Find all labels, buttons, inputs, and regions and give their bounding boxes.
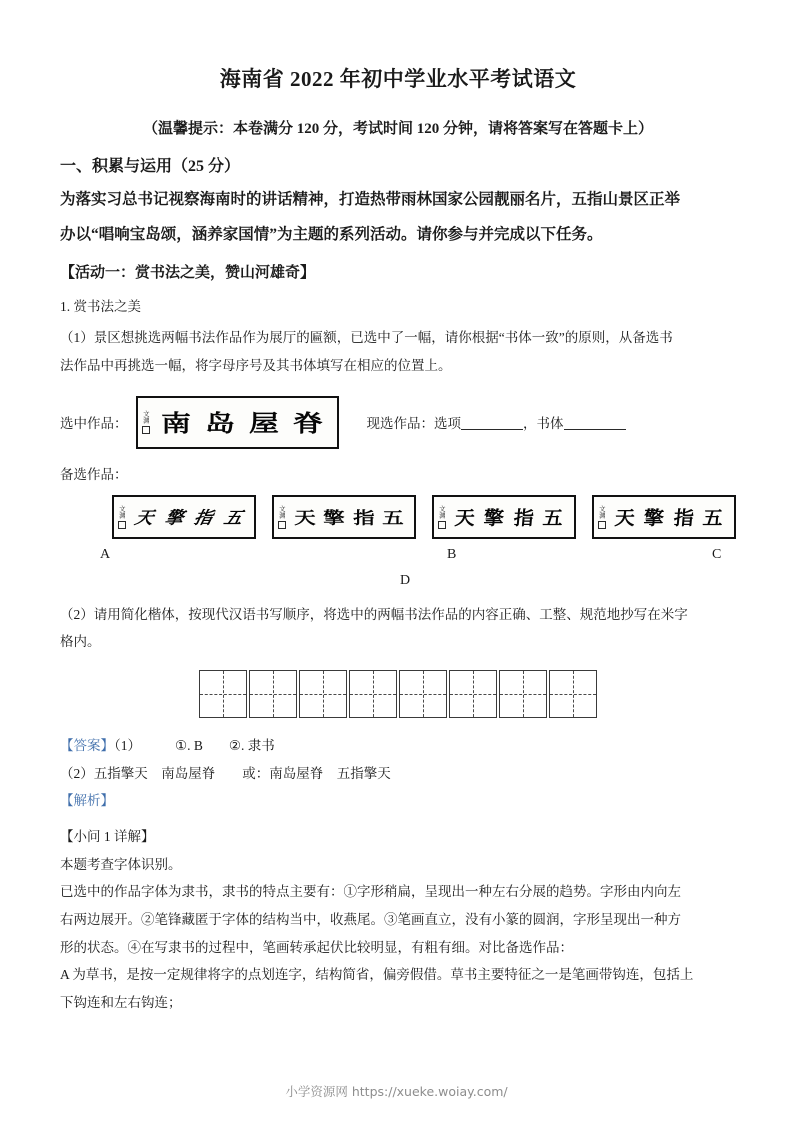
calligraphy-char: 屋 [249, 409, 280, 437]
seal-mark-icon: 文渊 [598, 505, 606, 529]
task-number: 1. 赏书法之美 [60, 298, 141, 314]
calligraphy-char: 五 [221, 508, 245, 528]
grid-cell[interactable] [349, 670, 397, 718]
calligraphy-option-a[interactable] [112, 495, 256, 539]
alternate-works-label: 备选作品： [60, 466, 128, 482]
answer-block [60, 732, 736, 815]
calligraphy-char: 岛 [204, 409, 235, 437]
grid-cell[interactable] [549, 670, 597, 718]
analysis-sub-heading: 【小问 1 详解】 [60, 828, 155, 844]
option-letter-b: B [447, 546, 457, 562]
answer-fill-line [367, 412, 626, 432]
analysis-line-1: 本题考查字体识别。 [60, 856, 182, 872]
script-style-answer-blank[interactable] [564, 416, 626, 430]
calligraphy-char: 天 [133, 508, 156, 528]
calligraphy-option-d[interactable] [592, 495, 736, 539]
answer-middle-label: ，书体 [523, 416, 564, 432]
lead-paragraph-line-1: 为落实习总书记视察海南时的讲话精神，打造热带雨林国家公园靓丽名片，五指山景区正举 [60, 190, 681, 208]
seal-mark-icon: 文渊 [142, 410, 150, 434]
writing-grid-wrapper [60, 670, 736, 718]
grid-cell[interactable] [299, 670, 347, 718]
lead-paragraph-line-2: 办以“唱响宝岛颂，涵养家国情”为主题的系列活动。请你参与并完成以下任务。 [60, 225, 603, 243]
calligraphy-option-c[interactable] [432, 495, 576, 539]
calligraphy-char: 脊 [293, 409, 324, 437]
writing-grid [199, 670, 597, 718]
selected-work-label: 选中作品： [60, 416, 128, 432]
activity-heading: 【活动一：赏书法之美，赞山河雄奇】 [60, 264, 316, 281]
question2-prompt-line-1: （2）请用简化楷体，按现代汉语书写顺序，将选中的两幅书法作品的内容正确、工整、规范地抄写在米字 [60, 606, 688, 622]
calligraphy-characters [130, 500, 248, 534]
calligraphy-char: 擎 [162, 508, 186, 528]
calligraphy-selected-work [136, 396, 339, 449]
calligraphy-characters [290, 500, 408, 534]
answer-item-1: ①. B [175, 737, 203, 753]
analysis-marker: 【解析】 [60, 793, 114, 809]
footer-watermark: 小学资源网 https://xueke.woiay.com/ [285, 1084, 508, 1099]
calligraphy-char: 南 [160, 409, 191, 437]
calligraphy-characters [450, 500, 568, 534]
answer-item-2: ②. 隶书 [228, 737, 275, 753]
option-letter-a: A [100, 546, 111, 562]
grid-cell[interactable] [199, 670, 247, 718]
calligraphy-characters [610, 500, 728, 534]
section-heading: 一、积累与运用（25 分） [60, 158, 241, 175]
grid-cell[interactable] [499, 670, 547, 718]
calligraphy-option-b[interactable] [272, 495, 416, 539]
analysis-line-3: 右两边展开。②笔锋藏匿于字体的结构当中，收燕尾。③笔画直立，没有小篆的圆润，字形呈现出一种方 [60, 911, 681, 927]
analysis-line-2: 已选中的作品字体为隶书，隶书的特点主要有：①字形稍扁，呈现出一种左右分展的趋势。字形由内向左 [60, 884, 681, 900]
option-letter-c: C [712, 546, 722, 562]
calligraphy-char: 五 [702, 506, 725, 530]
analysis-block [60, 823, 736, 1017]
analysis-line-6: 下钩连和左右钩连； [60, 995, 182, 1010]
question2-prompt-line-2: 格内。 [60, 634, 101, 650]
question1-prompt-line-2: 法作品中再挑选一幅，将字母序号及其书体填写在相应的位置上。 [60, 357, 452, 373]
question1-prompt-line-1: （1）景区想挑选两幅书法作品作为展厅的匾额，已选中了一幅，请你根据“书体一致”的原则，从备选书 [60, 330, 673, 346]
seal-mark-icon: 文渊 [278, 505, 286, 529]
seal-mark-icon: 文渊 [438, 505, 446, 529]
grid-cell[interactable] [449, 670, 497, 718]
calligraphy-char: 擎 [483, 506, 506, 530]
grid-cell[interactable] [399, 670, 447, 718]
analysis-line-4: 形的状态。④在写隶书的过程中，笔画转承起伏比较明显，有粗有细。对比备选作品： [60, 939, 573, 955]
answer-prefix-label: 现选作品：选项 [366, 416, 461, 432]
answer-part-2: （2）五指擎天 南岛屋脊 或：南岛屋脊 五指擎天 [60, 765, 391, 781]
option-letters-row-2 [60, 573, 736, 595]
option-works-row [60, 495, 736, 539]
calligraphy-characters [154, 401, 331, 444]
calligraphy-char: 天 [294, 507, 316, 528]
calligraphy-char: 指 [672, 506, 695, 530]
calligraphy-char: 指 [353, 507, 375, 528]
exam-notice: （温馨提示：本卷满分 120 分，考试时间 120 分钟，请将答案写在答题卡上） [142, 120, 653, 137]
page-title: 海南省 2022 年初中学业水平考试语文 [219, 67, 577, 91]
grid-cell[interactable] [249, 670, 297, 718]
option-answer-blank[interactable] [461, 416, 523, 430]
calligraphy-char: 天 [453, 506, 476, 530]
answer-part-1 [60, 732, 736, 760]
calligraphy-char: 指 [512, 506, 535, 530]
analysis-line-5: A 为草书，是按一定规律将字的点划连字，结构简省，偏旁假借。草书主要特征之一是笔画带钩连，包括上 [60, 967, 694, 983]
answer-part1-label: （1） [114, 737, 141, 753]
calligraphy-char: 擎 [643, 506, 666, 530]
calligraphy-char: 天 [613, 506, 636, 530]
calligraphy-char: 指 [192, 508, 215, 528]
calligraphy-char: 五 [542, 506, 565, 530]
seal-mark-icon: 文渊 [118, 505, 126, 529]
option-letter-d: D [400, 572, 411, 588]
selected-work-row [60, 396, 736, 449]
answer-marker: 【答案】 [60, 737, 114, 753]
calligraphy-char: 擎 [323, 507, 345, 528]
option-letters-row-1 [60, 547, 736, 569]
calligraphy-char: 五 [382, 507, 404, 528]
